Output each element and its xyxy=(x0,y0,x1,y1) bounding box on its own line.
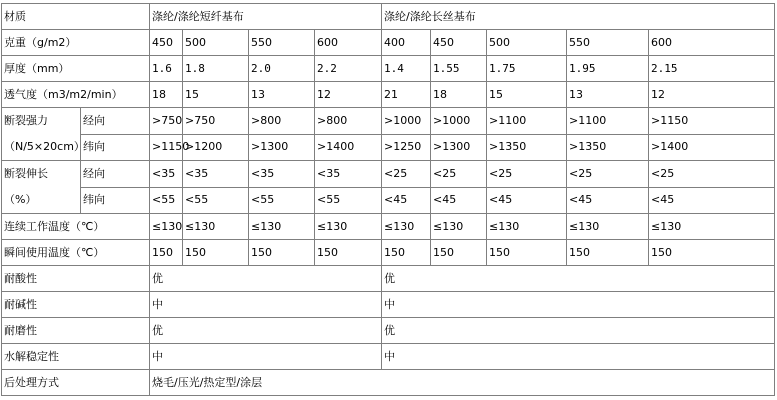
table-cell: >1100 xyxy=(567,108,649,135)
group-a-header: 涤纶/涤纶短纤基布 xyxy=(150,4,382,30)
table-cell: <25 xyxy=(649,161,775,188)
strength-weft-row xyxy=(2,134,775,161)
table-cell: >1350 xyxy=(487,134,567,161)
row-label: 后处理方式 xyxy=(2,370,150,396)
table-cell: >1400 xyxy=(649,134,775,161)
thickness-row xyxy=(2,56,775,82)
row-label: 连续工作温度（℃） xyxy=(2,214,150,240)
table-cell: <45 xyxy=(382,187,431,214)
table-cell: >800 xyxy=(249,108,315,135)
table-cell: 1.6 xyxy=(150,56,183,82)
table-cell: 1.8 xyxy=(183,56,249,82)
table-cell: 18 xyxy=(431,82,487,108)
weight-row xyxy=(2,30,775,56)
table-cell: ≤130 xyxy=(649,214,775,240)
row-label: 透气度（m3/m2/min） xyxy=(2,82,150,108)
table-cell: 1.55 xyxy=(431,56,487,82)
table-cell: 550 xyxy=(249,30,315,56)
table-cell: >1200 xyxy=(183,134,249,161)
table-cell: >1300 xyxy=(249,134,315,161)
table-cell: 150 xyxy=(487,240,567,266)
table-cell: 600 xyxy=(649,30,775,56)
table-cell: 1.95 xyxy=(567,56,649,82)
group-a-cell: 中 xyxy=(150,292,382,318)
table-cell: <35 xyxy=(183,161,249,188)
alkali-row xyxy=(2,292,775,318)
strength-label-line2: （N/5×20cm） xyxy=(4,140,85,153)
table-cell: >1150 xyxy=(649,108,775,135)
table-cell: 150 xyxy=(249,240,315,266)
table-cell: <45 xyxy=(431,187,487,214)
warp-label: 经向 xyxy=(81,108,150,135)
spec-table xyxy=(1,3,775,396)
table-cell: 400 xyxy=(382,30,431,56)
table-cell: ≤130 xyxy=(249,214,315,240)
weft-label: 纬向 xyxy=(81,187,150,214)
strength-warp-row xyxy=(2,108,775,135)
table-cell: 550 xyxy=(567,30,649,56)
table-cell: <35 xyxy=(249,161,315,188)
table-cell: 2.15 xyxy=(649,56,775,82)
table-cell: 150 xyxy=(431,240,487,266)
abrasion-row xyxy=(2,318,775,344)
table-cell: <55 xyxy=(315,187,382,214)
header-label: 材质 xyxy=(2,4,150,30)
table-cell: >1350 xyxy=(567,134,649,161)
table-cell: <55 xyxy=(249,187,315,214)
table-cell: >1300 xyxy=(431,134,487,161)
warp-label: 经向 xyxy=(81,161,150,188)
table-cell: >1000 xyxy=(382,108,431,135)
elongation-label-line2: （%） xyxy=(4,193,37,206)
table-cell: 12 xyxy=(649,82,775,108)
table-cell: 150 xyxy=(150,240,183,266)
table-cell: 15 xyxy=(487,82,567,108)
table-cell: >1250 xyxy=(382,134,431,161)
table-cell: 150 xyxy=(315,240,382,266)
row-label: 克重（g/m2） xyxy=(2,30,150,56)
elongation-warp-row xyxy=(2,161,775,188)
table-cell: >1000 xyxy=(431,108,487,135)
table-cell: <35 xyxy=(150,161,183,188)
table-cell: ≤130 xyxy=(487,214,567,240)
permeability-row xyxy=(2,82,775,108)
table-cell: <25 xyxy=(382,161,431,188)
table-cell: ≤130 xyxy=(431,214,487,240)
table-cell: 15 xyxy=(183,82,249,108)
table-cell: 500 xyxy=(487,30,567,56)
table-cell: <45 xyxy=(567,187,649,214)
table-cell: <55 xyxy=(150,187,183,214)
table-cell: 150 xyxy=(382,240,431,266)
elongation-label xyxy=(2,161,81,214)
hydrolysis-row xyxy=(2,344,775,370)
table-cell: ≤130 xyxy=(567,214,649,240)
table-cell: >1400 xyxy=(315,134,382,161)
elongation-label-line1: 断裂伸长 xyxy=(4,167,48,180)
elongation-weft-row xyxy=(2,187,775,214)
header-row xyxy=(2,4,775,30)
strength-label xyxy=(2,108,85,161)
table-cell: >1100 xyxy=(487,108,567,135)
table-cell: 13 xyxy=(249,82,315,108)
group-a-cell: 优 xyxy=(150,266,382,292)
table-cell: 600 xyxy=(315,30,382,56)
row-label: 厚度（mm） xyxy=(2,56,150,82)
row-label: 耐磨性 xyxy=(2,318,150,344)
weft-label: 纬向 xyxy=(81,134,150,161)
table-cell: 18 xyxy=(150,82,183,108)
table-cell: <35 xyxy=(315,161,382,188)
row-label: 耐碱性 xyxy=(2,292,150,318)
group-b-cell: 优 xyxy=(382,266,775,292)
group-b-header: 涤纶/涤纶长丝基布 xyxy=(382,4,775,30)
row-label: 瞬间使用温度（℃） xyxy=(2,240,150,266)
row-label: 耐酸性 xyxy=(2,266,150,292)
acid-row xyxy=(2,266,775,292)
table-cell: <25 xyxy=(431,161,487,188)
instant-temp-row xyxy=(2,240,775,266)
table-cell: 2.0 xyxy=(249,56,315,82)
post-treatment-row xyxy=(2,370,775,396)
table-cell: ≤130 xyxy=(150,214,183,240)
continuous-temp-row xyxy=(2,214,775,240)
table-cell: 12 xyxy=(315,82,382,108)
post-treatment-value: 烧毛/压光/热定型/涂层 xyxy=(150,370,775,396)
group-b-cell: 优 xyxy=(382,318,775,344)
table-cell: <25 xyxy=(487,161,567,188)
table-cell: >800 xyxy=(315,108,382,135)
table-cell: 1.4 xyxy=(382,56,431,82)
table-cell: 21 xyxy=(382,82,431,108)
table-cell: 13 xyxy=(567,82,649,108)
table-cell: 1.75 xyxy=(487,56,567,82)
table-cell: 150 xyxy=(567,240,649,266)
table-cell: <45 xyxy=(649,187,775,214)
group-b-cell: 中 xyxy=(382,344,775,370)
row-label: 水解稳定性 xyxy=(2,344,150,370)
table-cell: >1150 xyxy=(150,134,183,161)
table-cell: ≤130 xyxy=(382,214,431,240)
table-cell: 2.2 xyxy=(315,56,382,82)
table-cell: 150 xyxy=(649,240,775,266)
table-cell: 150 xyxy=(183,240,249,266)
table-cell: ≤130 xyxy=(315,214,382,240)
table-cell: <45 xyxy=(487,187,567,214)
strength-label-line1: 断裂强力 xyxy=(4,114,48,127)
table-cell: 500 xyxy=(183,30,249,56)
table-cell: <55 xyxy=(183,187,249,214)
table-cell: 450 xyxy=(150,30,183,56)
table-cell: ≤130 xyxy=(183,214,249,240)
table-cell: >750 xyxy=(183,108,249,135)
group-b-cell: 中 xyxy=(382,292,775,318)
table-cell: <25 xyxy=(567,161,649,188)
table-cell: 450 xyxy=(431,30,487,56)
table-cell: >750 xyxy=(150,108,183,135)
group-a-cell: 中 xyxy=(150,344,382,370)
group-a-cell: 优 xyxy=(150,318,382,344)
